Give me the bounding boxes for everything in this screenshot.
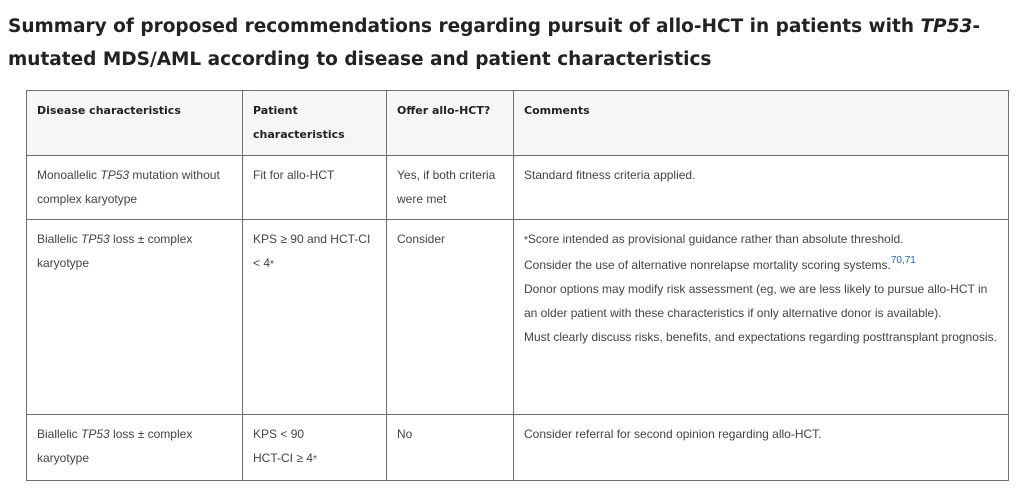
reference-link[interactable]: 70,71 (890, 255, 916, 266)
cell-comments: Consider referral for second opinion regarding allo-HCT. (514, 415, 1009, 481)
table-header-row (27, 91, 1009, 156)
cell-patient: KPS < 90 HCT-CI ≥ 4* (243, 415, 387, 481)
cell-comments: *Score intended as provisional guidance rather than absolute threshold. Consider the use of alternative nonrelapse mortality scoring systems.$^{70,71}$ Donor options may modify risk assessment (eg, we are less likely to pursue allo-HCT in an older patient with these characteristics if only alternative donor is available). Must clearly discuss risks, benefits, and expectations regarding posttransplant prognosis. (514, 220, 1009, 415)
table-row (27, 415, 1009, 481)
recommendations-table (26, 90, 1009, 481)
header-comments: Comments (514, 91, 1009, 156)
cell-offer: Yes, if both criteria were met (387, 156, 514, 220)
header-disease: Disease characteristics (27, 91, 243, 156)
cell-disease: Monoallelic TP53 mutation without complex karyotype (27, 156, 243, 220)
header-offer: Offer allo-HCT? (387, 91, 514, 156)
cell-comments: Standard fitness criteria applied. (514, 156, 1009, 220)
header-patient: Patient characteristics (243, 91, 387, 156)
table-row (27, 220, 1009, 415)
cell-patient: KPS ≥ 90 and HCT-CI < 4* (243, 220, 387, 415)
cell-patient: Fit for allo-HCT (243, 156, 387, 220)
cell-disease: Biallelic TP53 loss ± complex karyotype (27, 415, 243, 481)
table-row (27, 156, 1009, 220)
cell-offer: Consider (387, 220, 514, 415)
title-gene-italic: TP53 (920, 16, 973, 37)
page-title: Summary of proposed recommendations regarding pursuit of allo-HCT in patients with TP53-mutated MDS/AML according to disease and patient characteristics (8, 16, 981, 70)
cell-disease: Biallelic TP53 loss ± complex karyotype (27, 220, 243, 415)
cell-offer: No (387, 415, 514, 481)
